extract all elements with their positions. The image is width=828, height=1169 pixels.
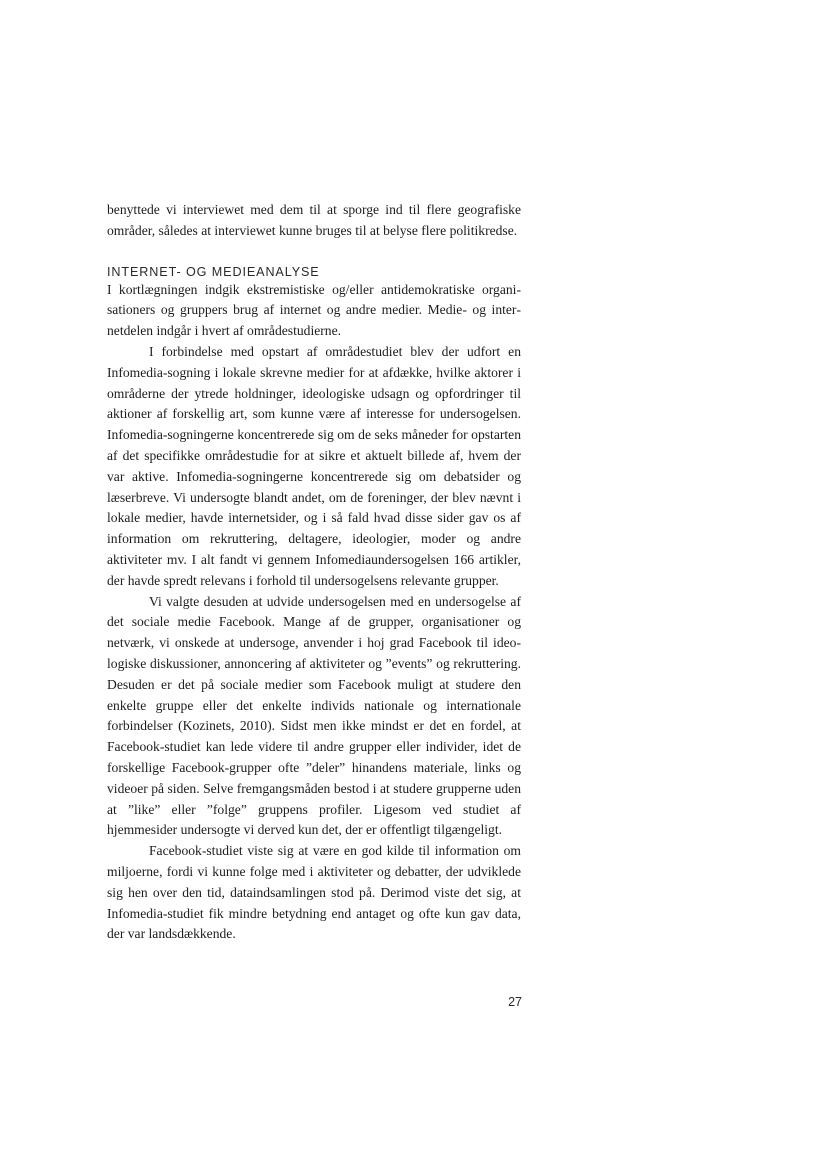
intro-paragraph: benyttede vi interviewet med dem til at sporge ind til flere geografiske områder, således at interviewet kunne bruges til at belyse flere politikredse. xyxy=(107,202,521,238)
body-paragraph: Vi valgte desuden at udvide undersogelsen med en undersogelse af det sociale medie Facebook. Mange af de grupper, organisationer og netværk, vi onskede at undersoge, anvender i hoj grad Facebook til ideologiske diskussioner, annoncering af aktiviteter og ”events” og rekruttering. Desuden er det på sociale medier som Facebook muligt at studere den enkelte gruppe eller det enkelte individs nationale og internationale forbindelser (Kozinets, 2010). Sidst men ikke mindst er det en fordel, at Facebook-studiet kan lede videre til andre grupper eller individer, idet de forskellige Facebook-grupper ofte ”deler” hinandens materiale, links og videoer på siden. Selve fremgangsmåden bestod i at studere grupperne uden at ”like” eller ”folge” gruppens profiler. Ligesom ved studiet af hjemmesider undersogte vi derved kun det, der er offentligt tilgængeligt. xyxy=(107,593,521,838)
body-paragraph: I kortlægningen indgik ekstremistiske og/eller antidemokratiske organisationers og gruppers brug af internet og andre medier. Medie- og internetdelen indgår i hvert af områdestudierne. xyxy=(107,281,521,339)
section-heading: INTERNET- OG MEDIEANALYSE xyxy=(107,264,320,279)
body-paragraph: Facebook-studiet viste sig at være en god kilde til information om miljoerne, fordi vi kunne folge med i aktiviteter og debatter, der udviklede sig hen over den tid, dataindsamlingen stod på. Derimod viste det sig, at Infomedia-studiet fik mindre betydning end antaget og ofte kun gav data, der var landsdækkende. xyxy=(107,843,521,942)
text-column xyxy=(107,200,521,945)
page-number: 27 xyxy=(508,995,522,1009)
body-paragraph: I forbindelse med opstart af områdestudiet blev der udfort en Infomedia-sogning i lokale skrevne medier for at afdække, hvilke aktorer i områderne der ytrede holdninger, ideologiske udsagn og opfordringer til aktioner af forskellig art, som kunne være af interesse for undersogelsen. Infomedia-sogningerne koncentrerede sig om de seks måneder for opstarten af det specifikke områdestudie for at sikre et aktuelt billede af, hvem der var aktive. Infomedia-sogningerne koncentrerede sig om debatsider og læserbreve. Vi undersogte blandt andet, om de foreninger, der blev nævnt i lokale medier, havde internetsider, og i så fald hvad disse sider gav os af information om rekruttering, deltagere, ideologier, moder og andre aktiviteter mv. I alt fandt vi gennem Infomediaundersogelsen 166 artikler, der havde spredt relevans i forhold til undersogelsens relevante grupper. xyxy=(107,343,521,588)
